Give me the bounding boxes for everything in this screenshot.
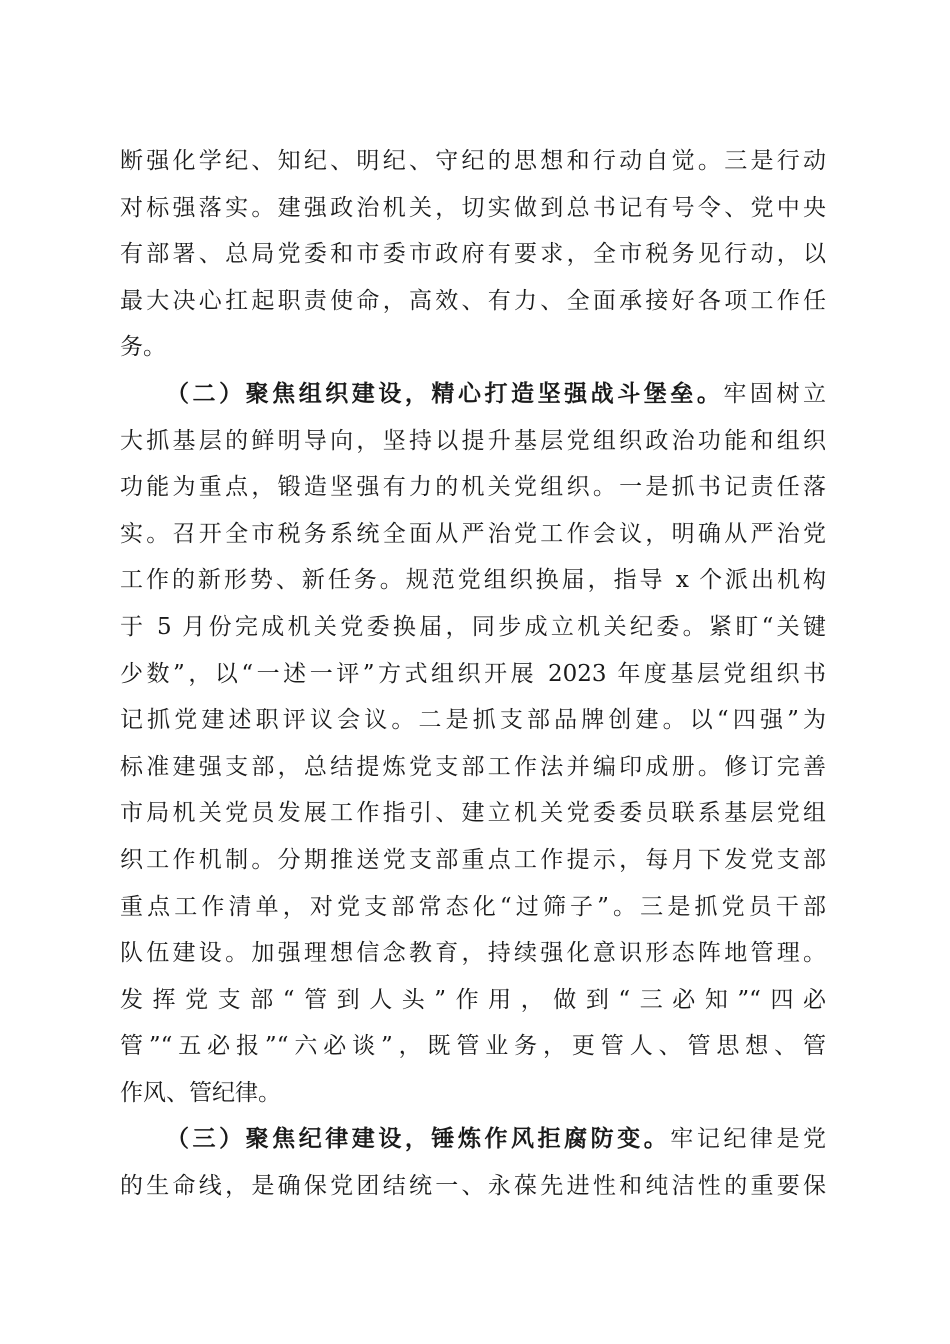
section-3-heading: （三）聚焦纪律建设，锤炼作风拒腐防变。 [166,1125,671,1153]
text-line: 市局机关党员发展工作指引、建立机关党委委员联系基层党组 [120,800,826,827]
text-line: 功能为重点，锻造坚强有力的机关党组织。一是抓书记责任落 [120,474,826,501]
section-2-heading: （二）聚焦组织建设，精心打造坚强战斗堡垒。 [166,379,724,407]
paragraph-1 [120,138,826,371]
text-line: 记抓党建述职评议会议。二是抓支部品牌创建。以“四强”为 [120,707,826,734]
text-line: 织工作机制。分期推送党支部重点工作提示，每月下发党支部 [120,846,826,873]
section-3-paragraph [120,1116,826,1209]
text-line: 的生命线，是确保党团结统一、永葆先进性和纯洁性的重要保 [120,1173,826,1200]
text-line: 大抓基层的鲜明导向，坚持以提升基层党组织政治功能和组织 [120,427,826,454]
body-text [120,138,826,1210]
text-line: 队伍建设。加强理想信念教育，持续强化意识形态阵地管理。 [120,940,826,967]
text-line: 作风、管纪律。 [120,1079,281,1106]
section-3-lead-text: 牢记纪律是党 [670,1126,827,1153]
section-2-first-line [120,371,826,418]
text-line: 最大决心扛起职责使命，高效、有力、全面承接好各项工作任 [120,287,826,314]
section-2-lead-text: 牢固树立 [723,380,827,407]
text-line: 实。召开全市税务系统全面从严治党工作会议，明确从严治党 [120,520,826,547]
text-line: 对标强落实。建强政治机关，切实做到总书记有号令、党中央 [120,194,826,221]
section-2-paragraph [120,371,826,1117]
text-line: 发挥党支部“管到人头”作用，做到“三必知”“四必 [120,986,826,1013]
section-3-first-line [120,1116,826,1163]
text-line: 重点工作清单，对党支部常态化“过筛子”。三是抓党员干部 [120,893,826,920]
text-line: 有部署、总局党委和市委市政府有要求，全市税务见行动，以 [120,241,826,268]
text-line: 工作的新形势、新任务。规范党组织换届，指导 x 个派出机构 [120,567,826,594]
text-line: 务。 [120,334,166,361]
text-line: 少数”，以“一述一评”方式组织开展 2023 年度基层党组织书 [120,660,826,687]
text-line: 断强化学纪、知纪、明纪、守纪的思想和行动自觉。三是行动 [120,148,826,174]
text-line: 管”“五必报”“六必谈”，既管业务，更管人、管思想、管 [120,1033,826,1060]
text-line: 于 5 月份完成机关党委换届，同步成立机关纪委。紧盯“关键 [120,613,826,640]
text-line: 标准建强支部，总结提炼党支部工作法并编印成册。修订完善 [120,753,826,780]
